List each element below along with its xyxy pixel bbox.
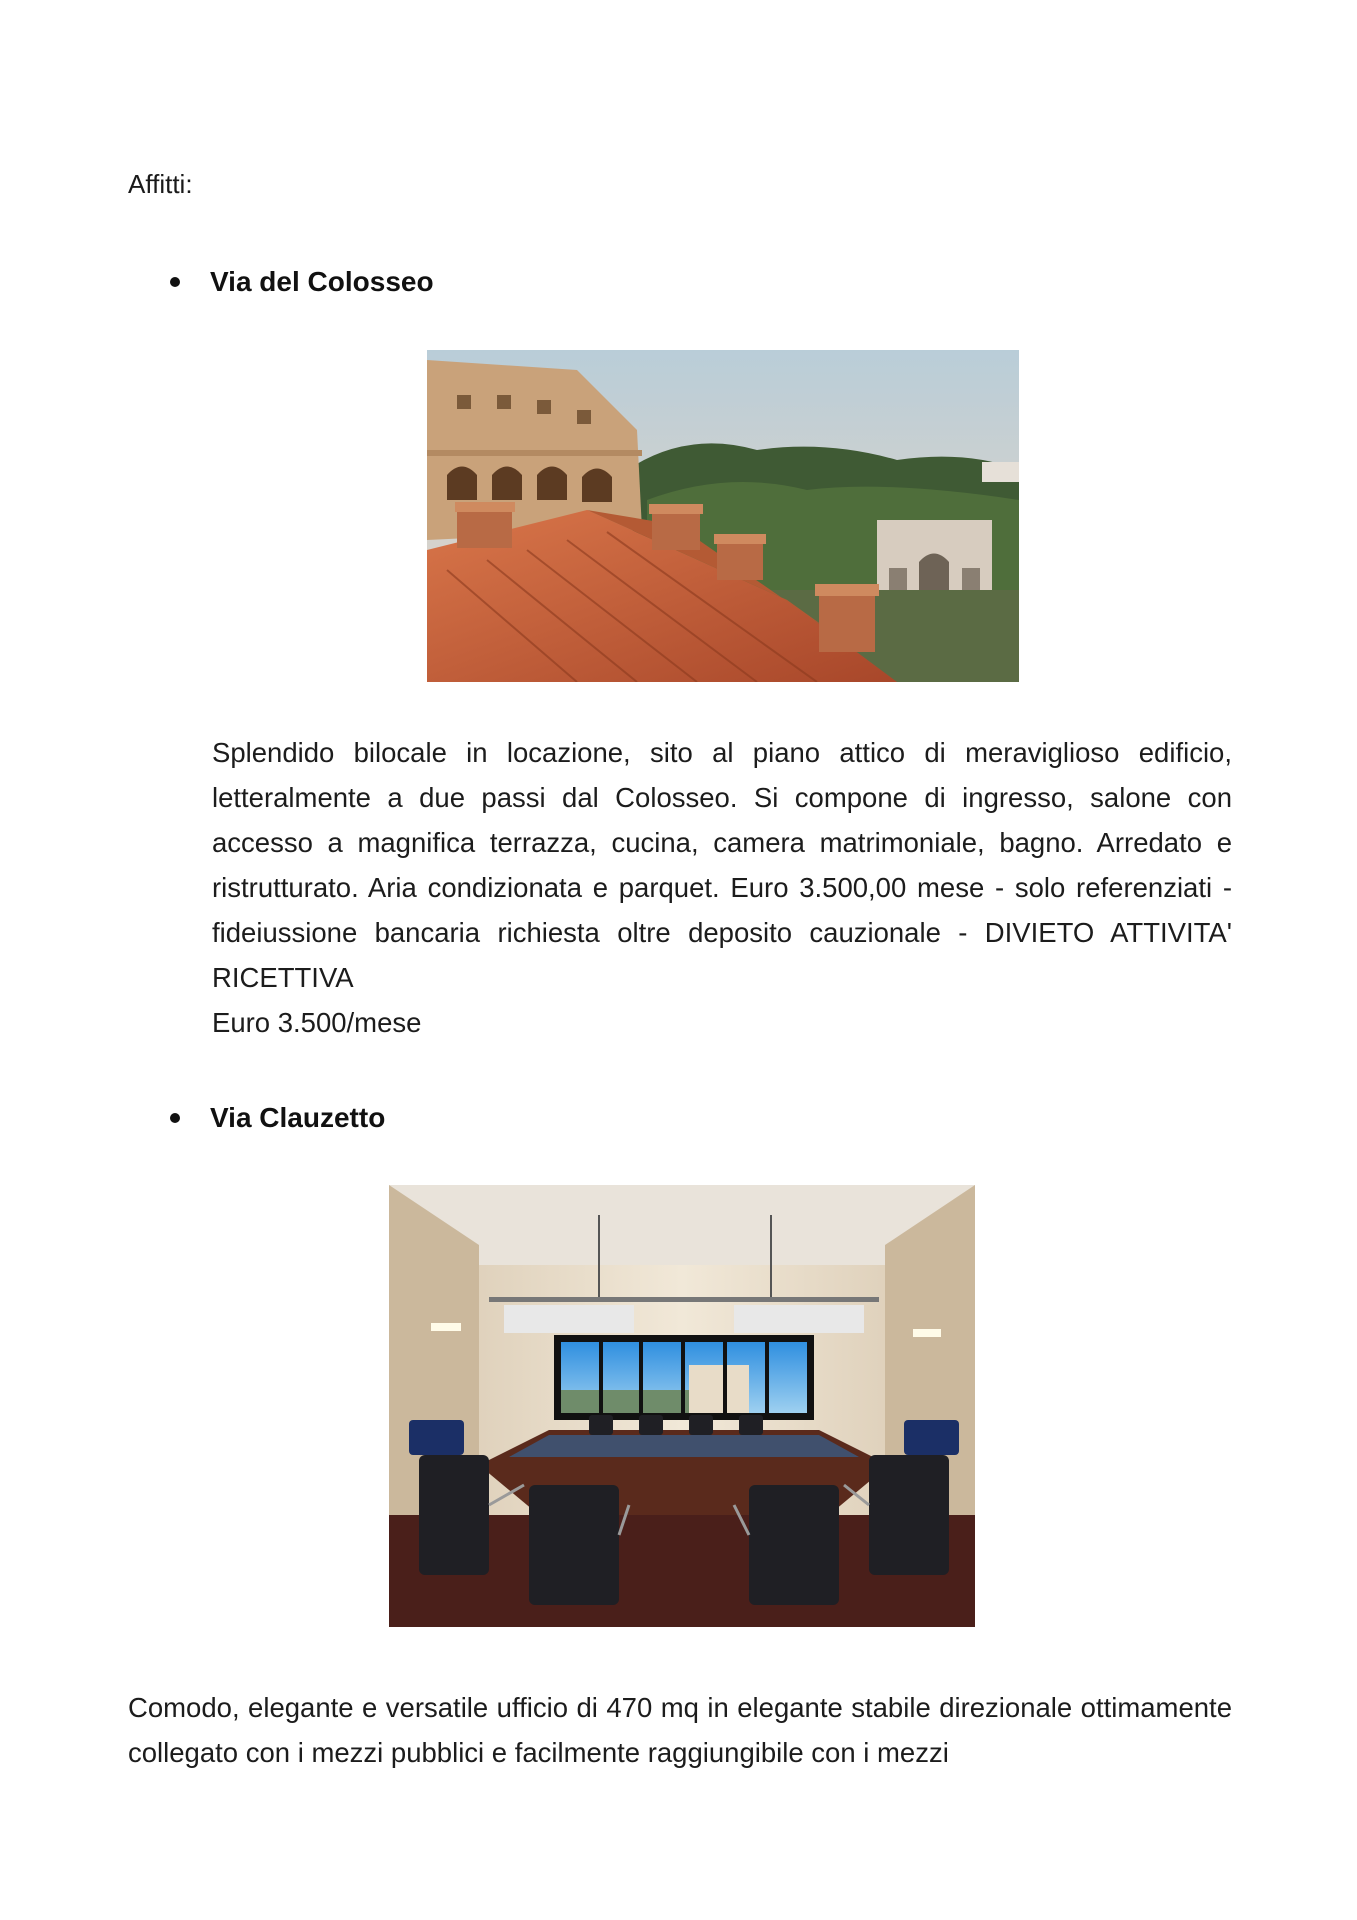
listing-title: Via Clauzetto — [210, 1102, 386, 1133]
bullet-icon — [170, 277, 180, 287]
bullet-icon — [170, 1113, 180, 1123]
listing-heading — [170, 1098, 385, 1138]
listing-description: Splendido bilocale in locazione, sito al piano attico di meraviglioso edificio, letteralmente a due passi dal Colosseo. Si compone di ingresso, salone con accesso a magnifica terrazza, cucina, camera matrimoniale, bagno. Arredato e ristrutturato. Aria condizionata e parquet. Euro 3.500,00 mese - solo referenziati - fideiussione bancaria richiesta oltre deposito cauzionale - DIVIETO ATTIVITA' RICETTIVA — [212, 737, 1232, 993]
listing-title: Via del Colosseo — [210, 266, 434, 297]
section-title: Affitti: — [128, 169, 193, 199]
listing-description: Comodo, elegante e versatile ufficio di 470 mq in elegante stabile direzionale ottimamente collegato con i mezzi pubblici e facilmente raggiungibile con i mezzi — [128, 1692, 1232, 1768]
listing-heading — [170, 262, 434, 302]
listing-price: Euro 3.500/mese — [212, 1007, 422, 1038]
colosseum-rooftop-photo — [427, 350, 1019, 682]
conference-room-photo — [389, 1185, 975, 1627]
